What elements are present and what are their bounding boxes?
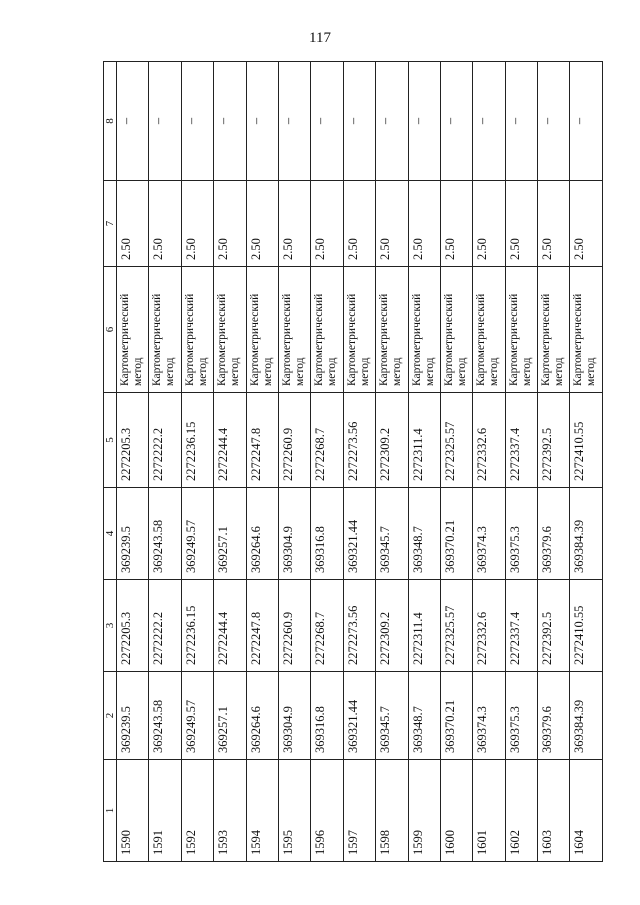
note-cell: – [246,62,278,181]
method-cell: Картометрический метод [408,267,440,393]
x-coordinate-2-cell: 369316.8 [311,488,343,580]
point-number-cell: 1591 [149,760,181,862]
table-row [473,62,505,862]
coordinates-table-container [103,62,603,862]
x-coordinate-2-cell: 369348.7 [408,488,440,580]
y-coordinate-cell: 2272325.57 [440,580,472,672]
y-coordinate-2-cell: 2272273.56 [343,393,375,488]
header-row [104,62,117,862]
y-coordinate-cell: 2272337.4 [505,580,537,672]
y-coordinate-2-cell: 2272337.4 [505,393,537,488]
table-row [311,62,343,862]
method-cell: Картометрический метод [505,267,537,393]
table-row [408,62,440,862]
accuracy-cell: 2.50 [473,181,505,267]
accuracy-cell: 2.50 [538,181,570,267]
point-number-cell: 1602 [505,760,537,862]
header-cell: 1 [104,760,117,862]
y-coordinate-cell: 2272311.4 [408,580,440,672]
accuracy-cell: 2.50 [408,181,440,267]
accuracy-cell: 2.50 [440,181,472,267]
y-coordinate-cell: 2272247.8 [246,580,278,672]
method-cell: Картометрический метод [376,267,408,393]
point-number-cell: 1594 [246,760,278,862]
method-cell: Картометрический метод [278,267,310,393]
y-coordinate-2-cell: 2272392.5 [538,393,570,488]
y-coordinate-cell: 2272392.5 [538,580,570,672]
x-coordinate-2-cell: 369264.6 [246,488,278,580]
header-cell: 3 [104,580,117,672]
method-cell: Картометрический метод [440,267,472,393]
y-coordinate-2-cell: 2272222.2 [149,393,181,488]
accuracy-cell: 2.50 [376,181,408,267]
y-coordinate-cell: 2272236.15 [181,580,213,672]
y-coordinate-cell: 2272222.2 [149,580,181,672]
accuracy-cell: 2.50 [311,181,343,267]
x-coordinate-2-cell: 369243.58 [149,488,181,580]
x-coordinate-cell: 369348.7 [408,672,440,760]
x-coordinate-2-cell: 369375.3 [505,488,537,580]
x-coordinate-2-cell: 369370.21 [440,488,472,580]
note-cell: – [440,62,472,181]
x-coordinate-2-cell: 369239.5 [117,488,149,580]
note-cell: – [181,62,213,181]
y-coordinate-cell: 2272309.2 [376,580,408,672]
method-cell: Картометрический метод [149,267,181,393]
y-coordinate-2-cell: 2272332.6 [473,393,505,488]
table-row [149,62,181,862]
point-number-cell: 1601 [473,760,505,862]
x-coordinate-cell: 369304.9 [278,672,310,760]
table-row [538,62,570,862]
x-coordinate-cell: 369264.6 [246,672,278,760]
y-coordinate-2-cell: 2272247.8 [246,393,278,488]
page-number: 117 [309,30,331,46]
note-cell: – [570,62,603,181]
method-cell: Картометрический метод [570,267,603,393]
y-coordinate-cell: 2272332.6 [473,580,505,672]
y-coordinate-2-cell: 2272311.4 [408,393,440,488]
note-cell: – [149,62,181,181]
y-coordinate-2-cell: 2272268.7 [311,393,343,488]
method-cell: Картометрический метод [117,267,149,393]
point-number-cell: 1600 [440,760,472,862]
accuracy-cell: 2.50 [246,181,278,267]
table-row [246,62,278,862]
table-row [440,62,472,862]
header-cell: 6 [104,267,117,393]
method-cell: Картометрический метод [311,267,343,393]
note-cell: – [311,62,343,181]
y-coordinate-2-cell: 2272325.57 [440,393,472,488]
accuracy-cell: 2.50 [117,181,149,267]
header-cell: 8 [104,62,117,181]
note-cell: – [408,62,440,181]
header-cell: 2 [104,672,117,760]
point-number-cell: 1596 [311,760,343,862]
point-number-cell: 1599 [408,760,440,862]
accuracy-cell: 2.50 [181,181,213,267]
table-row [117,62,149,862]
y-coordinate-2-cell: 2272309.2 [376,393,408,488]
x-coordinate-2-cell: 369374.3 [473,488,505,580]
y-coordinate-cell: 2272410.55 [570,580,603,672]
method-cell: Картометрический метод [246,267,278,393]
accuracy-cell: 2.50 [343,181,375,267]
accuracy-cell: 2.50 [214,181,246,267]
note-cell: – [538,62,570,181]
rotated-table-frame [103,62,603,862]
y-coordinate-2-cell: 2272260.9 [278,393,310,488]
x-coordinate-cell: 369345.7 [376,672,408,760]
table-row [570,62,603,862]
x-coordinate-cell: 369316.8 [311,672,343,760]
accuracy-cell: 2.50 [570,181,603,267]
x-coordinate-cell: 369249.57 [181,672,213,760]
x-coordinate-cell: 369375.3 [505,672,537,760]
y-coordinate-2-cell: 2272410.55 [570,393,603,488]
note-cell: – [278,62,310,181]
y-coordinate-2-cell: 2272244.4 [214,393,246,488]
x-coordinate-2-cell: 369379.6 [538,488,570,580]
table-row [505,62,537,862]
method-cell: Картометрический метод [343,267,375,393]
method-cell: Картометрический метод [181,267,213,393]
method-cell: Картометрический метод [473,267,505,393]
coordinates-table [103,61,603,862]
x-coordinate-cell: 369243.58 [149,672,181,760]
y-coordinate-cell: 2272273.56 [343,580,375,672]
y-coordinate-2-cell: 2272205.3 [117,393,149,488]
x-coordinate-2-cell: 369321.44 [343,488,375,580]
note-cell: – [505,62,537,181]
note-cell: – [376,62,408,181]
x-coordinate-2-cell: 369249.57 [181,488,213,580]
table-row [278,62,310,862]
y-coordinate-cell: 2272260.9 [278,580,310,672]
header-cell: 4 [104,488,117,580]
point-number-cell: 1595 [278,760,310,862]
table-row [376,62,408,862]
note-cell: – [214,62,246,181]
y-coordinate-cell: 2272244.4 [214,580,246,672]
point-number-cell: 1597 [343,760,375,862]
x-coordinate-cell: 369257.1 [214,672,246,760]
point-number-cell: 1603 [538,760,570,862]
point-number-cell: 1604 [570,760,603,862]
accuracy-cell: 2.50 [149,181,181,267]
x-coordinate-cell: 369374.3 [473,672,505,760]
x-coordinate-cell: 369239.5 [117,672,149,760]
accuracy-cell: 2.50 [278,181,310,267]
table-row [214,62,246,862]
x-coordinate-2-cell: 369257.1 [214,488,246,580]
accuracy-cell: 2.50 [505,181,537,267]
x-coordinate-cell: 369384.39 [570,672,603,760]
note-cell: – [473,62,505,181]
header-cell: 7 [104,181,117,267]
point-number-cell: 1598 [376,760,408,862]
note-cell: – [343,62,375,181]
y-coordinate-cell: 2272268.7 [311,580,343,672]
x-coordinate-2-cell: 369304.9 [278,488,310,580]
header-cell: 5 [104,393,117,488]
point-number-cell: 1592 [181,760,213,862]
method-cell: Картометрический метод [538,267,570,393]
x-coordinate-2-cell: 369384.39 [570,488,603,580]
y-coordinate-cell: 2272205.3 [117,580,149,672]
x-coordinate-2-cell: 369345.7 [376,488,408,580]
y-coordinate-2-cell: 2272236.15 [181,393,213,488]
method-cell: Картометрический метод [214,267,246,393]
point-number-cell: 1593 [214,760,246,862]
x-coordinate-cell: 369379.6 [538,672,570,760]
point-number-cell: 1590 [117,760,149,862]
x-coordinate-cell: 369370.21 [440,672,472,760]
table-row [181,62,213,862]
x-coordinate-cell: 369321.44 [343,672,375,760]
table-row [343,62,375,862]
note-cell: – [117,62,149,181]
